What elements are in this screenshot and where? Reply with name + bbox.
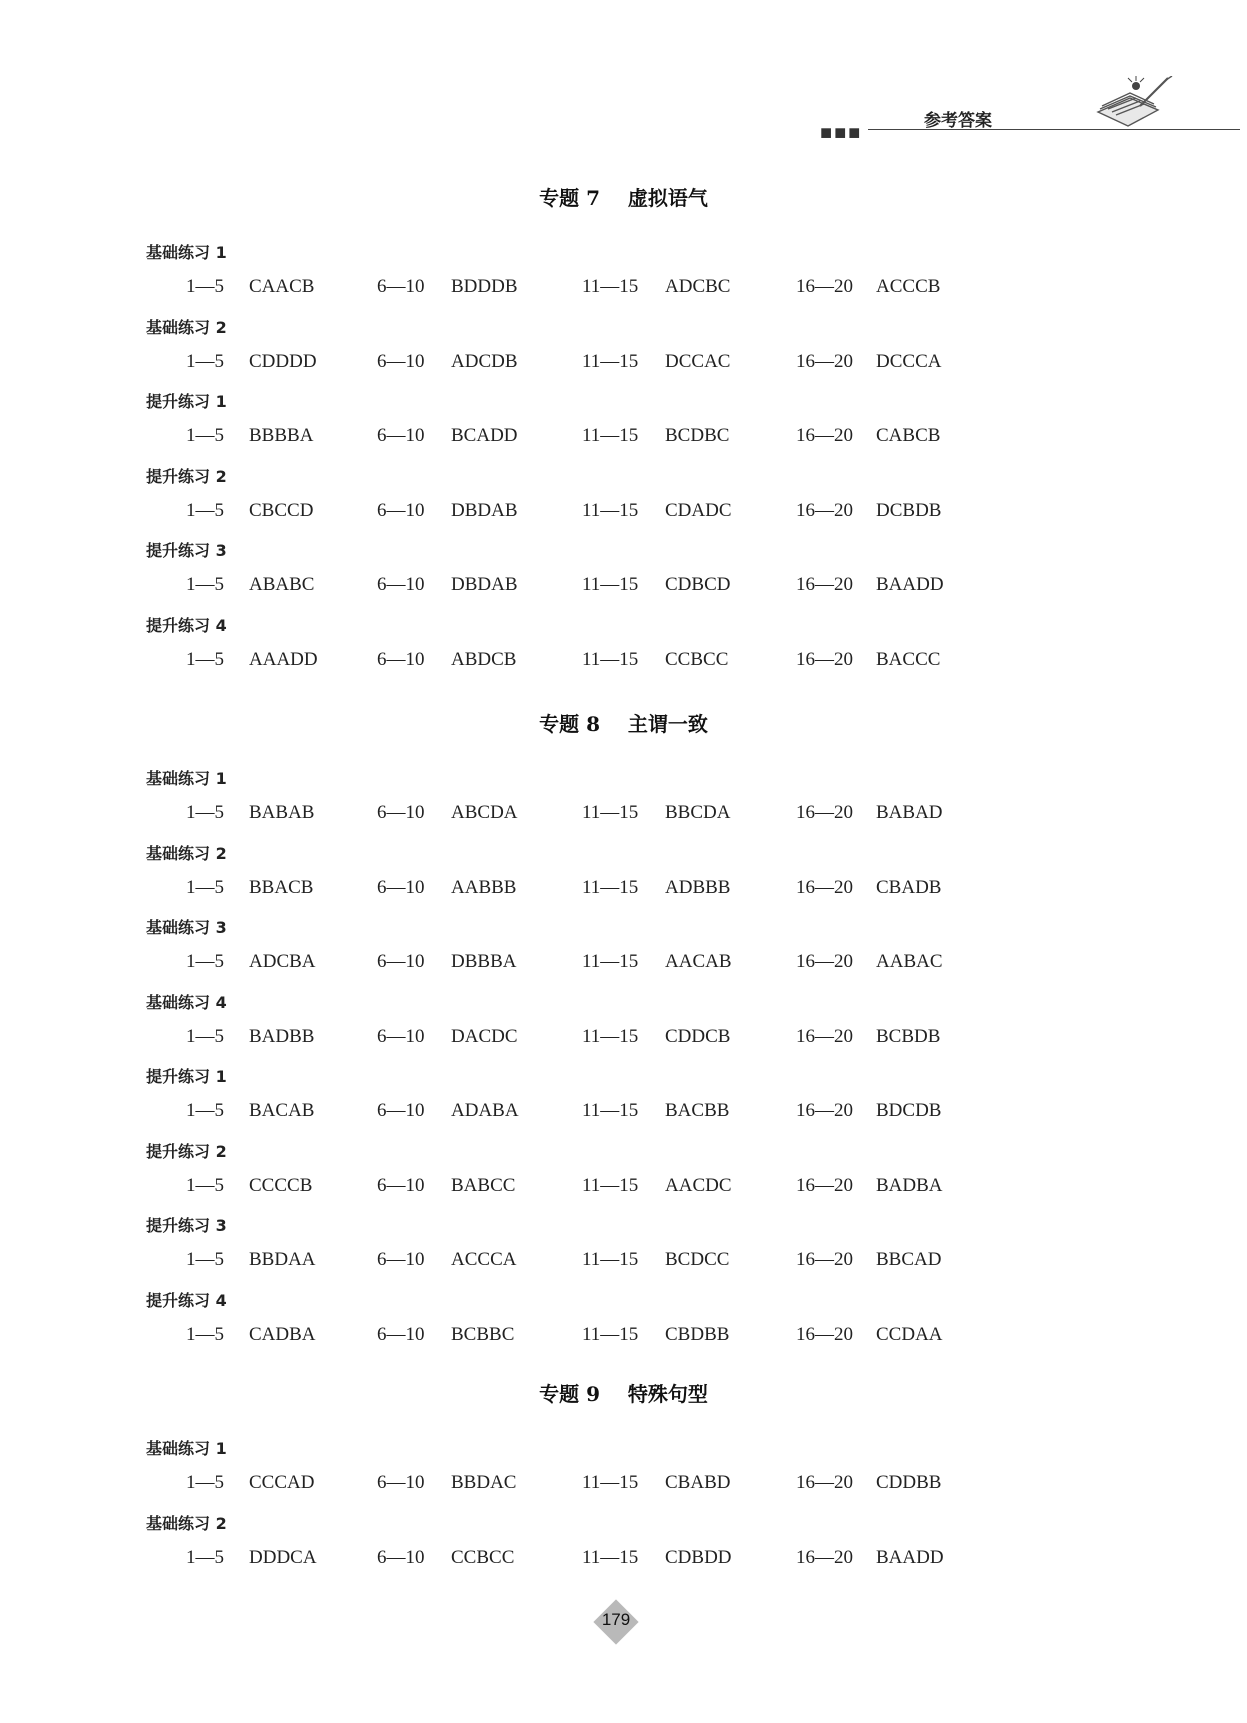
answer-key: BCBBC bbox=[451, 1323, 515, 1345]
topic-number: 专题 9 bbox=[539, 1382, 601, 1406]
section-label: 提升练习 2 bbox=[146, 1141, 227, 1161]
question-range: 6—10 bbox=[377, 802, 425, 823]
question-range: 16—20 bbox=[796, 951, 853, 972]
answer-row bbox=[0, 500, 1247, 524]
question-range: 6—10 bbox=[377, 1472, 425, 1493]
answer-key: ADCBA bbox=[249, 951, 316, 972]
answer-key: AACDC bbox=[665, 1174, 732, 1196]
answer-key: BCDCC bbox=[665, 1249, 730, 1270]
section-label: 提升练习 2 bbox=[146, 466, 227, 486]
answer-key: DCBDB bbox=[876, 499, 942, 521]
page-number bbox=[592, 1598, 640, 1646]
question-range: 11—15 bbox=[582, 1472, 639, 1493]
answer-key: DBBBA bbox=[451, 951, 517, 972]
question-range: 11—15 bbox=[582, 648, 639, 670]
answer-key: BADBB bbox=[249, 1025, 315, 1047]
answer-key: AABAC bbox=[876, 951, 943, 972]
question-range: 1—5 bbox=[186, 1174, 224, 1196]
answer-key: BCBDB bbox=[876, 1025, 941, 1047]
section-label: 基础练习 3 bbox=[146, 918, 227, 937]
question-range: 6—10 bbox=[377, 276, 425, 297]
answer-key: ADCBC bbox=[665, 276, 731, 297]
section-label: 提升练习 1 bbox=[146, 392, 227, 411]
question-range: 1—5 bbox=[186, 574, 224, 595]
answer-key: BBCAD bbox=[876, 1249, 942, 1270]
question-range: 16—20 bbox=[796, 1100, 853, 1121]
question-range: 6—10 bbox=[377, 876, 425, 898]
question-range: 6—10 bbox=[377, 1174, 425, 1196]
answer-key: BBCDA bbox=[665, 802, 731, 823]
question-range: 1—5 bbox=[186, 802, 224, 823]
answer-key: BBACB bbox=[249, 876, 314, 898]
section-label: 基础练习 1 bbox=[146, 243, 227, 262]
question-range: 6—10 bbox=[377, 499, 425, 521]
answer-key: BADBA bbox=[876, 1174, 943, 1196]
answer-row bbox=[0, 1547, 1247, 1571]
topic-title bbox=[0, 1378, 1247, 1407]
topic-title bbox=[0, 708, 1247, 737]
question-range: 1—5 bbox=[186, 499, 224, 521]
question-range: 6—10 bbox=[377, 350, 425, 372]
section-label: 基础练习 2 bbox=[146, 843, 227, 863]
question-range: 6—10 bbox=[377, 574, 425, 595]
answer-key: ABABC bbox=[249, 574, 315, 595]
question-range: 1—5 bbox=[186, 1323, 224, 1345]
question-range: 11—15 bbox=[582, 1323, 639, 1345]
question-range: 1—5 bbox=[186, 425, 224, 446]
answer-key: BCADD bbox=[451, 425, 518, 446]
question-range: 1—5 bbox=[186, 350, 224, 372]
question-range: 11—15 bbox=[582, 1025, 639, 1047]
question-range: 1—5 bbox=[186, 1249, 224, 1270]
answer-key: BBBBA bbox=[249, 425, 314, 446]
question-range: 11—15 bbox=[582, 425, 639, 446]
page-number-text: 179 bbox=[601, 1610, 631, 1629]
section-label: 提升练习 4 bbox=[146, 615, 227, 635]
header-dots: ■■■ bbox=[820, 122, 863, 144]
answer-key: BACAB bbox=[249, 1100, 315, 1121]
topic-number: 专题 8 bbox=[539, 712, 601, 736]
question-range: 11—15 bbox=[582, 876, 639, 898]
answer-key: BDCDB bbox=[876, 1100, 942, 1121]
answer-row bbox=[0, 802, 1247, 826]
answer-key: BABAB bbox=[249, 802, 315, 823]
question-range: 16—20 bbox=[796, 876, 853, 898]
answer-key: DCCAC bbox=[665, 350, 731, 372]
answer-key: CDDDD bbox=[249, 350, 317, 372]
answer-row bbox=[0, 276, 1247, 300]
question-range: 16—20 bbox=[796, 425, 853, 446]
question-range: 16—20 bbox=[796, 802, 853, 823]
question-range: 16—20 bbox=[796, 1323, 853, 1345]
answer-key: CCCAD bbox=[249, 1472, 315, 1493]
section-label: 提升练习 4 bbox=[146, 1290, 227, 1310]
answer-key: CCCCB bbox=[249, 1174, 313, 1196]
answer-key: CABCB bbox=[876, 425, 941, 446]
question-range: 11—15 bbox=[582, 1546, 639, 1568]
answer-key: BBDAC bbox=[451, 1472, 517, 1493]
answer-row bbox=[0, 1026, 1247, 1050]
answer-key: CBCCD bbox=[249, 499, 314, 521]
question-range: 11—15 bbox=[582, 276, 639, 297]
topic-name: 主谓一致 bbox=[627, 712, 708, 736]
topic-number: 专题 7 bbox=[539, 186, 601, 210]
answer-key: CDDBB bbox=[876, 1472, 942, 1493]
answer-key: CDDCB bbox=[665, 1025, 731, 1047]
section-label: 基础练习 2 bbox=[146, 1513, 227, 1533]
question-range: 11—15 bbox=[582, 1174, 639, 1196]
answer-key: BCDBC bbox=[665, 425, 730, 446]
answer-key: CCBCC bbox=[665, 648, 729, 670]
answer-key: BACCC bbox=[876, 648, 941, 670]
answer-key: CCDAA bbox=[876, 1323, 943, 1345]
question-range: 11—15 bbox=[582, 574, 639, 595]
question-range: 1—5 bbox=[186, 276, 224, 297]
question-range: 6—10 bbox=[377, 951, 425, 972]
question-range: 6—10 bbox=[377, 1323, 425, 1345]
answer-key: BACBB bbox=[665, 1100, 730, 1121]
question-range: 11—15 bbox=[582, 499, 639, 521]
answer-key: AAADD bbox=[249, 648, 318, 670]
answer-key: BBDAA bbox=[249, 1249, 316, 1270]
section-label: 提升练习 1 bbox=[146, 1067, 227, 1086]
answer-key: DBDAB bbox=[451, 499, 518, 521]
question-range: 1—5 bbox=[186, 1100, 224, 1121]
answer-row bbox=[0, 1472, 1247, 1496]
question-range: 16—20 bbox=[796, 1174, 853, 1196]
answer-row bbox=[0, 425, 1247, 449]
question-range: 6—10 bbox=[377, 425, 425, 446]
question-range: 6—10 bbox=[377, 648, 425, 670]
answer-key: CCBCC bbox=[451, 1546, 515, 1568]
running-header bbox=[820, 76, 1240, 144]
answer-key: BDDDB bbox=[451, 276, 518, 297]
question-range: 16—20 bbox=[796, 276, 853, 297]
answer-key: DCCCA bbox=[876, 350, 942, 372]
section-label: 基础练习 2 bbox=[146, 317, 227, 337]
header-title: 参考答案 bbox=[924, 111, 992, 131]
answer-key: CDBCD bbox=[665, 574, 731, 595]
answer-key: AABBB bbox=[451, 876, 517, 898]
question-range: 11—15 bbox=[582, 350, 639, 372]
answer-key: CDADC bbox=[665, 499, 732, 521]
answer-key: DDDCA bbox=[249, 1546, 317, 1568]
answer-key: CBADB bbox=[876, 876, 942, 898]
question-range: 1—5 bbox=[186, 1025, 224, 1047]
question-range: 1—5 bbox=[186, 876, 224, 898]
answer-row bbox=[0, 649, 1247, 673]
question-range: 16—20 bbox=[796, 1546, 853, 1568]
answer-row bbox=[0, 1100, 1247, 1124]
question-range: 16—20 bbox=[796, 574, 853, 595]
topic-name: 虚拟语气 bbox=[627, 186, 708, 210]
answer-key: CBABD bbox=[665, 1472, 731, 1493]
answer-key: ADABA bbox=[451, 1100, 519, 1121]
question-range: 1—5 bbox=[186, 1546, 224, 1568]
answer-key: BAADD bbox=[876, 574, 944, 595]
question-range: 11—15 bbox=[582, 1249, 639, 1270]
section-label: 提升练习 3 bbox=[146, 541, 227, 560]
answer-key: AACAB bbox=[665, 951, 732, 972]
answer-row bbox=[0, 351, 1247, 375]
answer-row bbox=[0, 574, 1247, 598]
question-range: 6—10 bbox=[377, 1025, 425, 1047]
notebook-pen-icon bbox=[1088, 76, 1178, 131]
question-range: 16—20 bbox=[796, 499, 853, 521]
answer-key: ABDCB bbox=[451, 648, 517, 670]
answer-key: DACDC bbox=[451, 1025, 518, 1047]
answer-key: ACCCA bbox=[451, 1249, 517, 1270]
question-range: 1—5 bbox=[186, 648, 224, 670]
section-label: 基础练习 1 bbox=[146, 769, 227, 788]
question-range: 11—15 bbox=[582, 951, 639, 972]
question-range: 1—5 bbox=[186, 951, 224, 972]
answer-key: ADBBB bbox=[665, 876, 731, 898]
question-range: 6—10 bbox=[377, 1546, 425, 1568]
question-range: 6—10 bbox=[377, 1100, 425, 1121]
section-label: 基础练习 1 bbox=[146, 1439, 227, 1458]
answer-key: BAADD bbox=[876, 1546, 944, 1568]
question-range: 6—10 bbox=[377, 1249, 425, 1270]
answer-key: CADBA bbox=[249, 1323, 316, 1345]
question-range: 11—15 bbox=[582, 802, 639, 823]
section-label: 基础练习 4 bbox=[146, 992, 227, 1012]
answer-row bbox=[0, 877, 1247, 901]
answer-key: CDBDD bbox=[665, 1546, 732, 1568]
answer-row bbox=[0, 1249, 1247, 1273]
answer-key: ABCDA bbox=[451, 802, 518, 823]
answer-key: BABAD bbox=[876, 802, 943, 823]
answer-row bbox=[0, 1324, 1247, 1348]
answer-row bbox=[0, 1175, 1247, 1199]
section-label: 提升练习 3 bbox=[146, 1216, 227, 1235]
topic-title bbox=[0, 182, 1247, 211]
question-range: 11—15 bbox=[582, 1100, 639, 1121]
question-range: 16—20 bbox=[796, 648, 853, 670]
question-range: 1—5 bbox=[186, 1472, 224, 1493]
answer-key: CAACB bbox=[249, 276, 315, 297]
question-range: 16—20 bbox=[796, 350, 853, 372]
question-range: 16—20 bbox=[796, 1472, 853, 1493]
answer-key: BABCC bbox=[451, 1174, 516, 1196]
topic-name: 特殊句型 bbox=[627, 1382, 708, 1406]
answer-key: ADCDB bbox=[451, 350, 518, 372]
answer-row bbox=[0, 951, 1247, 975]
answer-key: CBDBB bbox=[665, 1323, 730, 1345]
question-range: 16—20 bbox=[796, 1025, 853, 1047]
answer-key: DBDAB bbox=[451, 574, 518, 595]
question-range: 16—20 bbox=[796, 1249, 853, 1270]
answer-key: ACCCB bbox=[876, 276, 941, 297]
